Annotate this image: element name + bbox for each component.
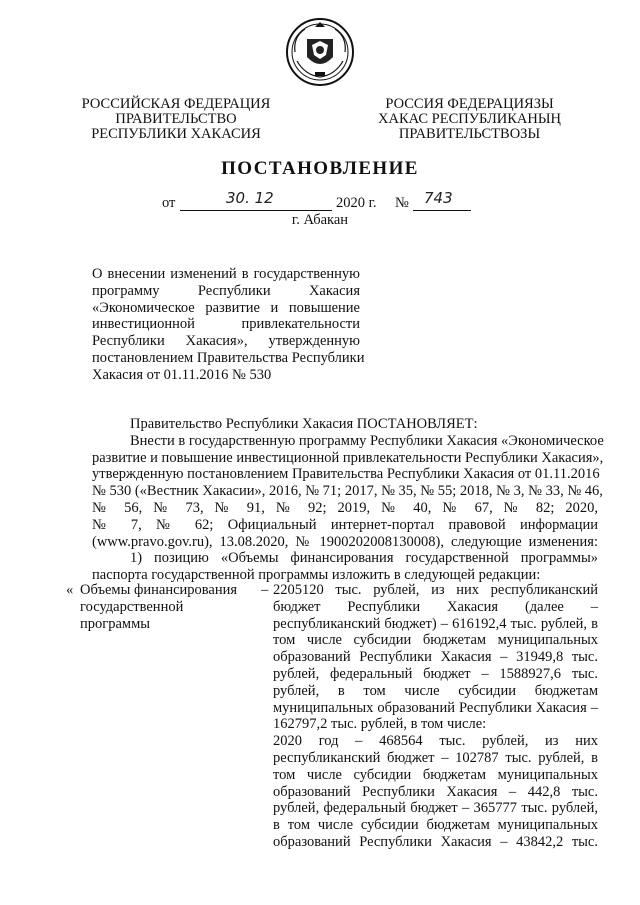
city-label: г. Абакан <box>291 212 349 228</box>
subject-line: Хакасия от 01.11.2016 № 530 <box>92 366 272 383</box>
header-right-line: ХАКАС РЕСПУБЛИКАНЫҢ <box>378 111 561 127</box>
subject-block <box>92 266 365 384</box>
amend-line: № 530 («Вестник Хакасии», 2016, № 71; 2017, № 35, № 55; 2018, № 3, № 33, № 46, <box>92 483 603 500</box>
item1-line: 1) позицию «Объемы финансирования государственной программы» <box>130 550 598 567</box>
header-left-line: РОССИЙСКАЯ ФЕДЕРАЦИЯ <box>81 96 271 112</box>
table-text-line: в том числе субсидии бюджетам муниципальных <box>273 817 598 834</box>
open-quote: « <box>66 582 74 598</box>
table-text-line: республиканский бюджет – 102787 тыс. рублей, в <box>273 749 598 766</box>
table-text-line: 162797,2 тыс. рублей, в том числе: <box>273 716 487 733</box>
body-text <box>92 416 604 584</box>
table-text-line: рублей, федеральный бюджет – 1588927,6 тыс. <box>273 665 598 682</box>
table-dash: – <box>261 582 269 598</box>
subject-line: инвестиционной привлекательности <box>92 316 360 333</box>
amend-line: утвержденную постановлением Правительства Республики Хакасия от 01.11.2016 <box>92 466 600 483</box>
number-label: № <box>395 195 409 211</box>
table-label-line: программы <box>80 615 150 632</box>
table-text-line: образований Республики Хакасия – 43842,2 тыс. <box>273 833 598 850</box>
table-text-line: 2205120 тыс. рублей, из них республиканский <box>273 582 598 598</box>
header-left-line: РЕСПУБЛИКИ ХАКАСИЯ <box>91 126 261 142</box>
number-handwritten: 743 <box>424 189 453 207</box>
header-right <box>362 97 577 142</box>
table-text-line: рублей, в том числе субсидии бюджетам <box>273 682 598 699</box>
date-handwritten: 30. 12 <box>226 189 274 207</box>
from-label: от <box>162 195 176 211</box>
number-underline <box>413 210 471 211</box>
header-right-line: ПРАВИТЕЛЬСТВОЗЫ <box>398 126 541 142</box>
table-text-line: 2020 год – 468564 тыс. рублей, из них <box>273 733 598 750</box>
table-label-line: Объемы финансирования <box>80 582 238 598</box>
table-text-line: образований Республики Хакасия – 31949,8 тыс. <box>273 649 598 666</box>
table-text-line: муниципальных образований Республики Хакасия – <box>273 699 598 716</box>
date-underline <box>180 210 332 211</box>
amend-line: Внести в государственную программу Республики Хакасия «Экономическое <box>130 432 604 449</box>
header-right-line: РОССИЯ ФЕДЕРАЦИЯЗЫ <box>385 96 554 112</box>
table-text-line: республиканский бюджет) – 616192,4 тыс. рублей, в <box>273 615 598 632</box>
table-text-line: образований Республики Хакасия – 442,8 тыс. <box>273 783 598 800</box>
table-text-line: том числе субсидии бюджетам муниципальных <box>273 766 598 783</box>
amend-line: (www.pravo.gov.ru), 13.08.2020, № 1900202008130008), следующие изменения: <box>92 533 598 550</box>
table-text-line: том числе субсидии бюджетам муниципальных <box>273 632 598 649</box>
table-text-line: бюджет Республики Хакасия (далее – <box>273 598 598 615</box>
subject-line: «Экономическое развитие и повышение <box>92 299 360 316</box>
table-text <box>273 582 598 851</box>
amend-line: развитие и повышение инвестиционной привлекательности Республики Хакасия», <box>92 449 604 466</box>
amend-line: № 56, № 73, № 91, № 92; 2019, № 40, № 67, № 82; 2020, <box>92 499 598 516</box>
subject-line: Республики Хакасия», утвержденную <box>92 333 360 350</box>
table-label <box>80 582 280 632</box>
year-label: 2020 г. <box>336 195 377 211</box>
subject-line: программу Республики Хакасия <box>92 282 360 299</box>
item1-line: паспорта государственной программы изложить в следующей редакции: <box>92 567 541 584</box>
header-left <box>70 97 282 142</box>
subject-line: постановлением Правительства Республики <box>92 349 365 366</box>
table-label-line: государственной <box>80 598 184 615</box>
date-number-line <box>0 189 640 213</box>
document-title: ПОСТАНОВЛЕНИЕ <box>221 158 419 179</box>
header-left-line: ПРАВИТЕЛЬСТВО <box>115 111 237 127</box>
table-text-line: рублей, федеральный бюджет – 365777 тыс. рублей, <box>273 800 598 817</box>
amend-line: № 7, № 62; Официальный интернет-портал правовой информации <box>92 516 598 533</box>
subject-line: О внесении изменений в государственную <box>92 266 360 282</box>
coat-of-arms-emblem <box>285 17 355 87</box>
resolve-line: Правительство Республики Хакасия ПОСТАНОВЛЯЕТ: <box>130 416 478 432</box>
